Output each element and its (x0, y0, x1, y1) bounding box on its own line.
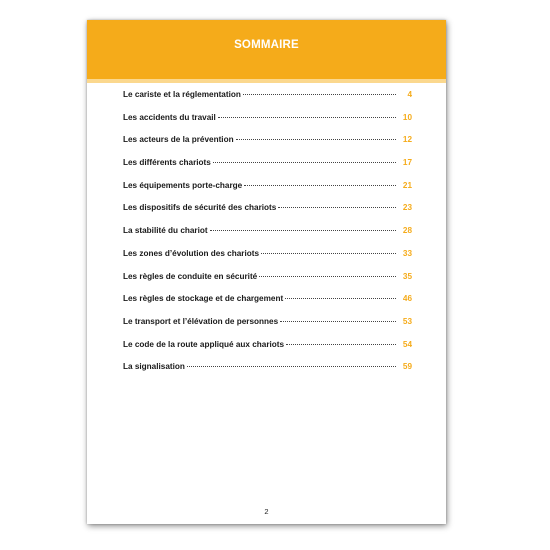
toc-entry[interactable] (123, 181, 412, 204)
toc-entry-label: Les acteurs de la prévention (123, 135, 234, 145)
toc-entry-label: Les accidents du travail (123, 112, 216, 122)
toc-entry-page: 4 (407, 90, 412, 99)
header-band-lower (87, 58, 446, 79)
toc-leader-dots (278, 207, 396, 208)
toc-leader-dots (236, 139, 396, 140)
toc-entry-label: La stabilité du chariot (123, 226, 208, 236)
toc-entry-label: Les règles de conduite en sécurité (123, 271, 258, 281)
toc-entry-page: 53 (402, 316, 412, 326)
toc-leader-dots (213, 162, 396, 163)
toc-entry[interactable] (123, 135, 412, 158)
toc-entry-label: Le transport et l’élévation de personnes (123, 316, 279, 326)
toc-entry-label: Les dispositifs de sécurité des chariots (123, 203, 277, 213)
header-accent-strip (87, 79, 446, 83)
toc-leader-dots (286, 344, 396, 345)
toc-entry-page: 12 (402, 135, 412, 145)
toc-entry[interactable] (123, 249, 412, 272)
toc-entry-label: Les règles de stockage et de chargement (123, 294, 284, 304)
toc-entry[interactable] (123, 90, 412, 113)
toc-entry[interactable] (123, 158, 412, 181)
toc-entry[interactable] (123, 340, 412, 363)
toc-entry-page: 23 (402, 203, 412, 213)
toc-entry[interactable] (123, 113, 412, 136)
table-of-contents (123, 90, 412, 385)
page-title: SOMMAIRE (234, 38, 299, 51)
toc-entry-page: 35 (402, 271, 412, 281)
toc-entry-label: Les différents chariots (123, 158, 211, 168)
toc-leader-dots (280, 321, 396, 322)
toc-leader-dots (285, 298, 396, 299)
toc-leader-dots (244, 185, 396, 186)
toc-entry[interactable] (123, 294, 412, 317)
toc-entry-page: 46 (402, 294, 412, 304)
toc-leader-dots (210, 230, 396, 231)
toc-entry-page: 59 (402, 362, 412, 372)
toc-entry[interactable] (123, 317, 412, 340)
toc-leader-dots (261, 253, 396, 254)
toc-entry-label: Le cariste et la réglementation (123, 90, 241, 99)
toc-leader-dots (218, 117, 396, 118)
page-number: 2 (264, 507, 269, 516)
toc-entry-page: 54 (402, 339, 412, 349)
toc-entry[interactable] (123, 203, 412, 226)
toc-entry-page: 28 (402, 226, 412, 236)
toc-entry-page: 10 (402, 112, 412, 122)
toc-leader-dots (259, 276, 396, 277)
toc-entry[interactable] (123, 226, 412, 249)
toc-entry[interactable] (123, 362, 412, 385)
toc-leader-dots (243, 94, 396, 95)
header-band (87, 20, 446, 58)
toc-leader-dots (187, 366, 396, 367)
toc-entry-label: Les zones d’évolution des chariots (123, 248, 260, 258)
toc-entry[interactable] (123, 272, 412, 295)
toc-entry-label: Le code de la route appliqué aux chariots (123, 339, 285, 349)
toc-entry-label: La signalisation (123, 362, 185, 372)
document-page (87, 20, 446, 524)
toc-entry-page: 17 (402, 158, 412, 168)
toc-entry-page: 33 (402, 248, 412, 258)
toc-entry-page: 21 (402, 180, 412, 190)
toc-entry-label: Les équipements porte-charge (123, 180, 243, 190)
